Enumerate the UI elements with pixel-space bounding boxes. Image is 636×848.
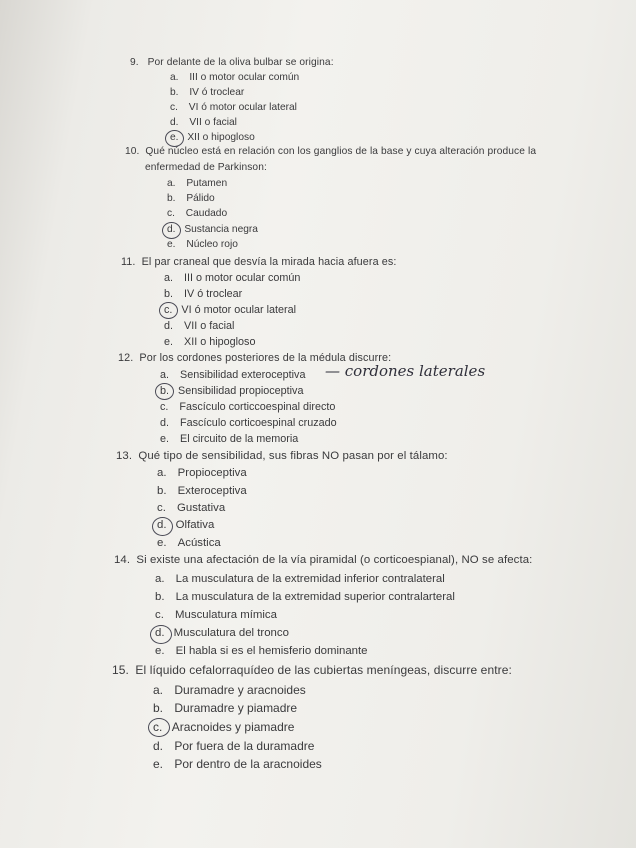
option-letter: a. (167, 178, 176, 189)
question-number: 15. (112, 663, 129, 677)
option-text: III o motor ocular común (189, 72, 300, 83)
option-letter: b. (164, 288, 174, 300)
option-11e (164, 336, 255, 348)
question-text: El par craneal que desvía la mirada hacia afuera es: (141, 256, 397, 268)
option-letter: b. (160, 385, 169, 397)
question-number: 13. (116, 450, 133, 462)
option-15d (153, 739, 314, 753)
option-text: Duramadre y piamadre (174, 701, 298, 715)
answer-circle-mark (165, 130, 184, 147)
option-10b (167, 193, 215, 204)
option-13e (157, 537, 221, 549)
question-number: 10. (125, 146, 140, 157)
question-number: 14. (114, 554, 131, 566)
answer-circle-mark (148, 718, 170, 737)
option-letter: b. (157, 485, 167, 497)
answer-circle-mark (150, 625, 172, 644)
question-14 (114, 554, 532, 566)
option-text: Acústica (177, 537, 221, 549)
option-text: La musculatura de la extremidad inferior contralateral (175, 573, 445, 585)
question-text: Por los cordones posteriores de la médula discurre: (139, 352, 392, 364)
option-13c (157, 502, 225, 514)
answer-circle-mark (162, 222, 181, 239)
option-text: Olfativa (175, 519, 215, 531)
question-10 (125, 146, 536, 157)
option-text: Caudado (185, 208, 228, 219)
option-13b (157, 485, 247, 497)
option-13a (157, 467, 247, 479)
option-12d (160, 417, 337, 429)
question-13 (116, 450, 448, 462)
option-10a (167, 178, 227, 189)
option-text: Núcleo rojo (186, 239, 238, 250)
question-text: Qué tipo de sensibilidad, sus fibras NO pasan por el tálamo: (138, 450, 448, 462)
option-letter: c. (155, 609, 164, 621)
option-12c (160, 401, 335, 413)
option-letter: c. (170, 102, 178, 113)
option-text: Aracnoides y piamadre (171, 720, 295, 734)
option-letter: a. (164, 272, 174, 284)
option-15c (153, 720, 294, 734)
option-text: Sustancia negra (184, 224, 258, 235)
option-letter: d. (155, 627, 165, 639)
option-text: Por dentro de la aracnoides (174, 757, 322, 771)
option-text: El circuito de la memoria (180, 433, 299, 445)
option-9b (170, 87, 244, 98)
option-letter: d. (167, 224, 176, 235)
option-15e (153, 757, 322, 771)
option-text: Sensibilidad exteroceptiva (180, 369, 306, 381)
option-letter: a. (155, 573, 165, 585)
option-text: VII o facial (189, 117, 237, 128)
option-14a (155, 573, 445, 585)
option-letter: b. (153, 701, 164, 715)
option-12e (160, 433, 298, 445)
question-text: Por delante de la oliva bulbar se origina: (147, 57, 334, 68)
question-text: Si existe una afectación de la vía piramidal (o corticoespianal), NO se afecta: (136, 554, 533, 566)
option-letter: a. (153, 683, 164, 697)
option-text: Por fuera de la duramadre (174, 739, 315, 753)
option-text: Pálido (186, 193, 215, 204)
answer-circle-mark (152, 517, 173, 536)
option-11b (164, 288, 242, 300)
option-letter: b. (155, 591, 165, 603)
option-15a (153, 683, 306, 697)
option-14c (155, 609, 277, 621)
question-15 (112, 663, 512, 677)
option-letter: c. (167, 208, 175, 219)
option-letter: a. (160, 369, 170, 381)
option-9a (170, 72, 299, 83)
option-letter: d. (153, 739, 164, 753)
option-text: Exteroceptiva (177, 485, 247, 497)
question-number: 11. (121, 256, 136, 268)
question-9 (130, 57, 334, 68)
option-9c (170, 102, 297, 113)
option-letter: c. (153, 720, 162, 734)
answer-circle-mark (155, 383, 174, 400)
option-14e (155, 645, 368, 657)
option-text: VI ó motor ocular lateral (188, 102, 297, 113)
option-letter: b. (170, 87, 179, 98)
option-letter: a. (170, 72, 179, 83)
option-letter: a. (157, 467, 167, 479)
question-number: 9. (130, 57, 139, 68)
option-text: XII o hipogloso (187, 132, 255, 143)
question-text-line2: enfermedad de Parkinson: (145, 162, 267, 173)
option-13d (157, 519, 214, 531)
option-text: Propioceptiva (177, 467, 247, 479)
option-text: El habla si es el hemisferio dominante (175, 645, 368, 657)
answer-circle-mark (159, 302, 178, 319)
option-letter: e. (160, 433, 170, 445)
option-text: Duramadre y aracnoides (174, 683, 306, 697)
option-text: Musculatura mímica (175, 609, 277, 621)
option-text: Gustativa (177, 502, 226, 514)
option-12a (160, 369, 305, 381)
option-text: IV ó troclear (184, 288, 243, 300)
option-text: Fascículo corticcoespinal directo (179, 401, 336, 413)
option-letter: d. (160, 417, 170, 429)
option-letter: c. (164, 304, 172, 316)
option-letter: d. (170, 117, 179, 128)
option-text: La musculatura de la extremidad superior contralarteral (175, 591, 455, 603)
option-text: Fascículo corticoespinal cruzado (180, 417, 337, 429)
option-letter: b. (167, 193, 176, 204)
option-letter: e. (164, 336, 174, 348)
option-letter: c. (160, 401, 169, 413)
question-11 (121, 256, 397, 268)
option-11c (164, 304, 296, 316)
option-14d (155, 627, 289, 639)
option-letter: e. (155, 645, 165, 657)
handwritten-note: — cordones laterales (325, 362, 486, 380)
option-letter: d. (164, 320, 174, 332)
option-14b (155, 591, 455, 603)
option-text: VII o facial (184, 320, 235, 332)
option-letter: e. (157, 537, 167, 549)
option-11d (164, 320, 234, 332)
option-10e (167, 239, 238, 250)
option-text: III o motor ocular común (184, 272, 301, 284)
option-letter: e. (170, 132, 179, 143)
option-text: Musculatura del tronco (173, 627, 289, 639)
option-letter: e. (153, 757, 164, 771)
option-15b (153, 701, 297, 715)
question-10-continued (145, 162, 267, 173)
option-text: Putamen (186, 178, 228, 189)
option-letter: c. (157, 502, 166, 514)
question-text: El líquido cefalorraquídeo de las cubiertas meníngeas, discurre entre: (135, 663, 512, 677)
option-text: IV ó troclear (189, 87, 245, 98)
option-10d (167, 224, 258, 235)
option-10c (167, 208, 227, 219)
option-9d (170, 117, 237, 128)
option-9e (170, 132, 255, 143)
option-text: VI ó motor ocular lateral (181, 304, 297, 316)
option-text: XII o hipogloso (184, 336, 256, 348)
question-number: 12. (118, 352, 134, 364)
question-text: Qué núcleo está en relación con los ganglios de la base y cuya alteración produce la (145, 146, 537, 157)
option-text: Sensibilidad propioceptiva (178, 385, 304, 397)
option-letter: d. (157, 519, 167, 531)
option-12b (160, 385, 303, 397)
option-11a (164, 272, 300, 284)
option-letter: e. (167, 239, 176, 250)
